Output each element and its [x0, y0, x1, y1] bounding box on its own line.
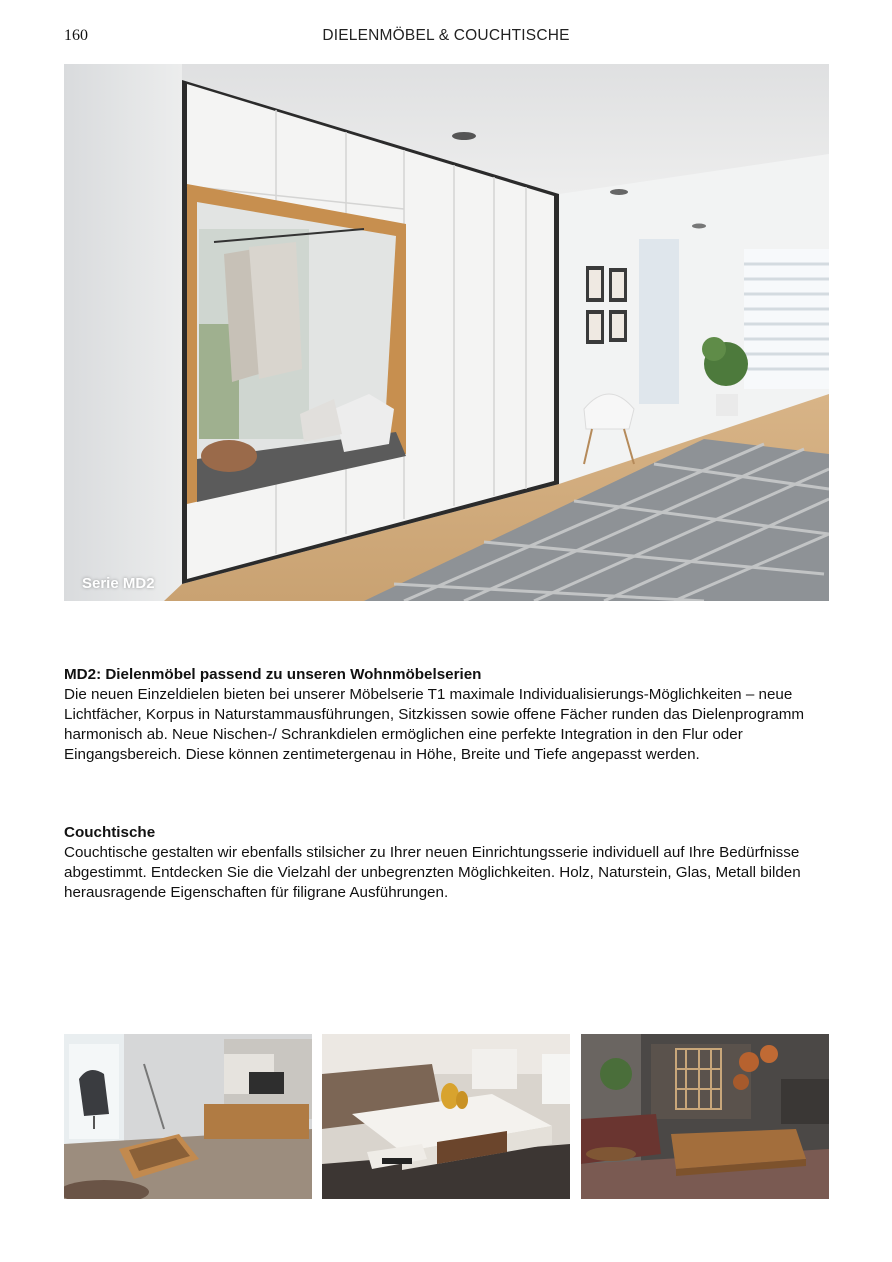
- section-heading: MD2: Dielenmöbel passend zu unseren Wohnmöbelserien: [64, 666, 482, 683]
- section-couchtische: [64, 823, 829, 903]
- section-dielenmoebel: [64, 665, 829, 765]
- livingroom-copper-lamps-illustration: [581, 1034, 829, 1199]
- photo-coffee-table-white: [322, 1034, 570, 1199]
- section-heading: Couchtische: [64, 824, 156, 841]
- coffee-table-white-illustration: [322, 1034, 570, 1199]
- hallway-illustration: [64, 64, 829, 601]
- photo-livingroom-recliner: [64, 1034, 312, 1199]
- hero-caption: Serie MD2: [82, 575, 155, 592]
- section-body: Die neuen Einzeldielen bieten bei unserer Möbelserie T1 maximale Individualisierungs-Möglichkeiten – neue Lichtfächer, Korpus in Naturstammausführungen, Sitzkissen sowie offene Fächer runden das Dielenprogramm harmonisch ab. Neue Nischen-/ Schrankdielen ermöglichen eine perfekte Integration in den Flur oder Eingangsbereich. Diese können zentimetergenau in Höhe, Breite und Tiefe angepasst werden.: [64, 686, 805, 763]
- page-number: 160: [64, 27, 88, 44]
- section-body: Couchtische gestalten wir ebenfalls stilsicher zu Ihrer neuen Einrichtungsserie individuell auf Ihre Bedürfnisse abgestimmt. Entdecken Sie die Vielzahl der unbegrenzten Möglichkeiten. Holz, Naturstein, Glas, Metall bilden herausragende Eigenschaften für filigrane Ausführungen.: [64, 844, 801, 901]
- photo-livingroom-copper-lamps: [581, 1034, 829, 1199]
- running-head-title: DIELENMÖBEL & COUCHTISCHE: [322, 27, 570, 44]
- hero-photo-hallway: [64, 64, 829, 601]
- livingroom-recliner-illustration: [64, 1034, 312, 1199]
